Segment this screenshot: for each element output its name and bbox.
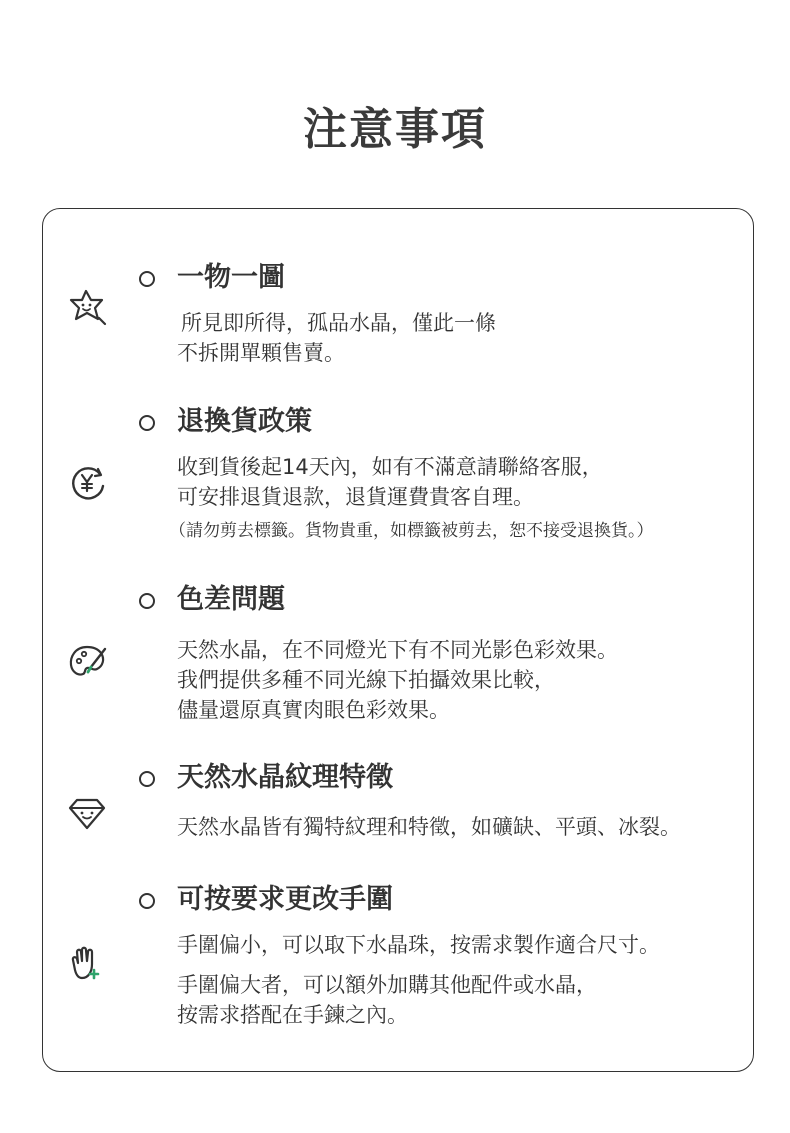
hand-plus-icon: [65, 942, 111, 988]
bullet-circle: [139, 771, 155, 787]
section-text-line: 所見即所得，孤品水晶，僅此一條: [181, 311, 496, 335]
yen-refresh-icon: [65, 460, 111, 506]
section-note: （請勿剪去標籤。貨物貴重，如標籤被剪去，恕不接受退換貨。）: [169, 521, 654, 541]
section-heading: 退換貨政策: [177, 406, 312, 437]
section-text-line: 手圍偏小，可以取下水晶珠，按需求製作適合尺寸。: [177, 933, 660, 957]
bullet-circle: [139, 271, 155, 287]
section-heading: 一物一圖: [177, 262, 285, 293]
section-text-line: 儘量還原真實肉眼色彩效果。: [177, 698, 450, 722]
section-heading: 可按要求更改手圍: [177, 884, 393, 915]
section-text-line: 按需求搭配在手鍊之內。: [177, 1003, 408, 1027]
page-title: 注意事項: [303, 104, 487, 155]
section-text-line: 收到貨後起14天內，如有不滿意請聯絡客服，: [177, 455, 603, 479]
diamond-face-icon: [65, 791, 111, 837]
section-text-line: 我們提供多種不同光線下拍攝效果比較，: [177, 668, 555, 692]
section-text-line: 天然水晶皆有獨特紋理和特徵，如礦缺、平頭、冰裂。: [177, 815, 681, 839]
bullet-circle: [139, 593, 155, 609]
section-heading: 色差問題: [177, 584, 285, 615]
bullet-circle: [139, 893, 155, 909]
section-text-line: 不拆開單顆售賣。: [177, 341, 345, 365]
bullet-circle: [139, 415, 155, 431]
section-text-line: 手圍偏大者，可以額外加購其他配件或水晶，: [177, 973, 597, 997]
notice-card: [42, 208, 754, 1072]
star-face-icon: [65, 285, 111, 331]
section-text-line: 天然水晶，在不同燈光下有不同光影色彩效果。: [177, 638, 618, 662]
section-heading: 天然水晶紋理特徵: [177, 762, 393, 793]
palette-icon: [65, 639, 111, 685]
section-text-line: 可安排退貨退款，退貨運費貴客自理。: [177, 485, 534, 509]
